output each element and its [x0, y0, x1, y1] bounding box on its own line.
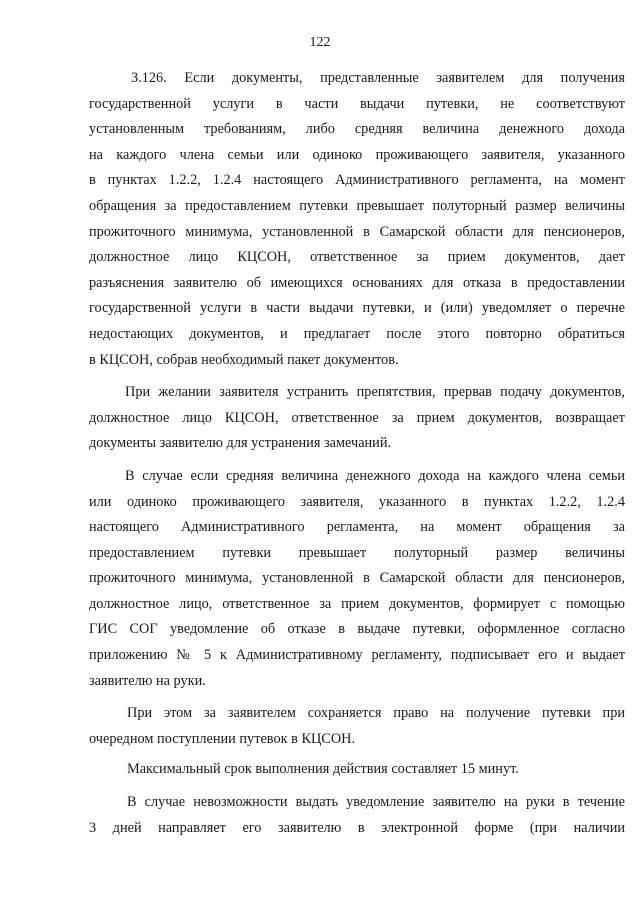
paragraph-electronic-form — [89, 790, 625, 841]
text-line: настоящего Административного регламента, на момент обращения за — [89, 519, 625, 536]
text-line: заявителю на руки. — [89, 672, 206, 689]
text-line: в пунктах 1.2.2, 1.2.4 настоящего Административного регламента, на момент — [89, 172, 625, 189]
text-line: прожиточного минимума, установленной в Самарской области для пенсионеров, — [89, 570, 625, 587]
paragraph-remove-obstacles — [89, 380, 625, 457]
text-line: государственной услуги в части выдачи путевки, и (или) уведомляет о перечне — [89, 300, 625, 317]
text-line: очередном поступлении путевок в КЦСОН. — [89, 730, 356, 747]
paragraph-spacer — [89, 783, 625, 790]
text-line: приложению № 5 к Административному регламенту, подписывает его и выдает — [89, 647, 625, 664]
text-line: В случае невозможности выдать уведомление заявителю на руки в течение — [127, 794, 625, 811]
text-line: При этом за заявителем сохраняется право на получение путевки при — [127, 705, 625, 722]
text-line: ГИС СОГ уведомление об отказе в выдаче путевки, оформленное согласно — [89, 621, 625, 638]
text-line: или одиноко проживающего заявителя, указанного в пунктах 1.2.2, 1.2.4 — [89, 493, 625, 510]
paragraph-max-duration — [89, 757, 625, 783]
text-line: При желании заявителя устранить препятствия, прервав подачу документов, — [125, 384, 625, 401]
text-line: Максимальный срок выполнения действия составляет 15 минут. — [127, 761, 519, 778]
paragraph-income-exceeds — [89, 464, 625, 694]
text-line: предоставлением путевки превышает полуторный размер величины — [89, 544, 625, 561]
text-line: установленным требованиям, либо средняя величина денежного дохода — [89, 121, 625, 138]
text-line: 3 дней направляет его заявителю в электронной форме (при наличии — [89, 819, 625, 836]
text-line: государственной услуги в части выдачи путевки, не соответствуют — [89, 95, 625, 112]
text-line: документы заявителю для устранения замечаний. — [89, 435, 392, 452]
paragraph-right-retained — [89, 701, 625, 752]
text-line: должностное лицо, ответственное за прием документов, формирует с помощью — [89, 595, 625, 612]
text-line: недостающих документов, и предлагает после этого повторно обратиться — [89, 325, 625, 342]
paragraph-3-126 — [89, 66, 625, 373]
text-line: должностное лицо КЦСОН, ответственное за прием документов, возвращает — [89, 409, 625, 426]
text-line: В случае если средняя величина денежного дохода на каждого члена семьи — [125, 467, 625, 484]
paragraph-spacer — [89, 694, 625, 701]
text-line: прожиточного минимума, установленной в Самарской области для пенсионеров, — [89, 223, 625, 240]
paragraph-spacer — [89, 373, 625, 380]
text-line: в КЦСОН, собрав необходимый пакет документов. — [89, 351, 399, 368]
text-line: должностное лицо КЦСОН, ответственное за прием документов, дает — [89, 249, 625, 266]
page-number: 122 — [309, 35, 331, 50]
text-line: разъяснения заявителю об имеющихся основаниях для отказа в предоставлении — [89, 274, 625, 291]
text-line: на каждого члена семьи или одиноко проживающего заявителя, указанного — [89, 146, 625, 163]
paragraph-spacer — [89, 457, 625, 464]
document-body — [89, 66, 625, 841]
text-line: 3.126. Если документы, представленные заявителем для получения — [131, 70, 625, 86]
text-line: обращения за предоставлением путевки превышает полуторный размер величины — [89, 197, 625, 214]
